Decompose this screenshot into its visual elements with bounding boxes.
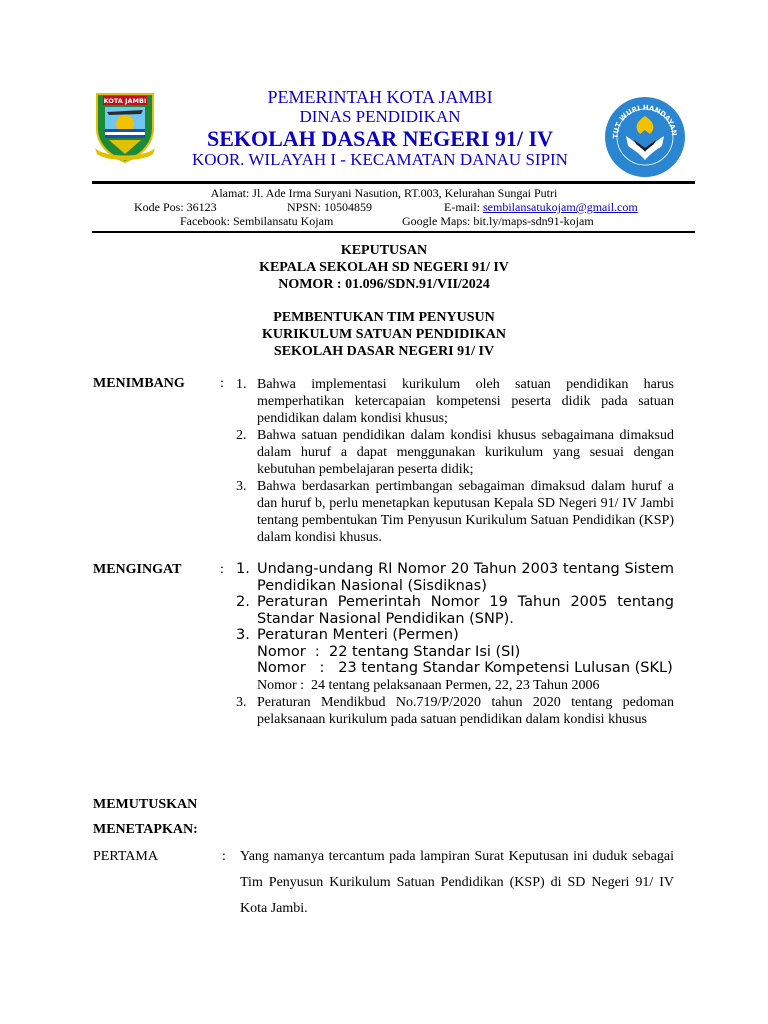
postal-code: Kode Pos: 36123 xyxy=(134,200,217,214)
letterhead-divider-top xyxy=(92,181,695,184)
facebook: Facebook: Sembilansatu Kojam xyxy=(180,214,334,228)
letterhead-government: PEMERINTAH KOTA JAMBI xyxy=(267,87,493,107)
logo-motto: TUT WURI HANDAYAN xyxy=(611,103,679,139)
doc-subject-1: PEMBENTUKAN TIM PENYUSUN xyxy=(273,310,495,325)
letterhead-school-name: SEKOLAH DASAR NEGERI 91/ IV xyxy=(207,126,553,151)
email-label: E-mail: xyxy=(444,200,483,214)
google-maps: Google Maps: bit.ly/maps-sdn91-kojam xyxy=(402,214,594,228)
nomor-23: Nomor : 23 tentang Standar Kompetensi Lulusan (SKL) xyxy=(257,660,673,676)
doc-title: KEPUTUSAN xyxy=(340,243,428,258)
list-item: 1. Undang-undang RI Nomor 20 Tahun 2003 tentang Sistem Pendidikan Nasional (Sisdiknas) xyxy=(236,561,674,594)
email-link[interactable]: sembilansatukojam@gmail.com xyxy=(483,200,638,214)
list-item: 1. Bahwa implementasi kurikulum oleh satuan pendidikan harus memperhatikan ketercapaian kompetensi peserta didik pada satuan pendidikan dalam kondisi khusus; xyxy=(236,377,674,426)
address-line: Alamat: Jl. Ade Irma Suryani Nasution, RT.003, Kelurahan Sungai Putri xyxy=(210,186,558,200)
pertama-text: Yang namanya tercantum pada lampiran Surat Keputusan ini duduk sebagai Tim Penyusun Kurikulum Satuan Pendidikan (KSP) di SD Negeri 91/ IV Kota Jambi. xyxy=(240,849,674,916)
menimbang-list xyxy=(236,376,674,546)
menimbang-label: MENIMBANG xyxy=(93,376,185,391)
list-item: 2. Peraturan Pemerintah Nomor 19 Tahun 2005 tentang Standar Nasional Pendidikan (SNP). xyxy=(236,594,674,627)
mengingat-list xyxy=(236,561,674,728)
menimbang-colon: : xyxy=(220,376,224,391)
mengingat-colon: : xyxy=(220,562,224,577)
memutuskan-heading: MEMUTUSKAN xyxy=(93,797,198,812)
list-item: 3. Bahwa berdasarkan pertimbangan sebagaiman dimaksud dalam huruf a dan huruf b, perlu menetapkan keputusan Kepala SD Negeri 91/ IV Jambi tentang pembentukan Tim Penyusun Kurikulum Satuan Pendidikan (KSP) dalam kondisi khusus. xyxy=(236,479,674,545)
email-line xyxy=(444,200,638,215)
doc-subject-2: KURIKULUM SATUAN PENDIDIKAN xyxy=(262,327,506,342)
list-item: 3. Peraturan Menteri (Permen) Nomor : 22 tentang Standar Isi (SI) Nomor : 23 tentang Standar Kompetensi Lulusan (SKL) xyxy=(236,627,673,676)
mengingat-label: MENGINGAT xyxy=(93,562,182,577)
npsn: NPSN: 10504859 xyxy=(287,200,373,214)
doc-number: NOMOR : 01.096/SDN.91/VII/2024 xyxy=(278,277,490,292)
pertama-colon: : xyxy=(222,849,226,864)
nomor-24: Nomor : 24 tentang pelaksanaan Permen, 22, 23 Tahun 2006 xyxy=(257,677,600,693)
doc-issuer: KEPALA SEKOLAH SD NEGERI 91/ IV xyxy=(259,260,509,275)
pertama-label: PERTAMA xyxy=(93,849,158,864)
logo-label: KOTA JAMBI xyxy=(103,97,147,105)
menetapkan-heading: MENETAPKAN: xyxy=(93,822,198,837)
list-item: 2. Bahwa satuan pendidikan dalam kondisi khusus sebagaimana dimaksud dalam huruf a dapat menggunakan kurikulum yang sesuai dengan kebutuhan pembelajaran peserta didik; xyxy=(236,428,674,477)
nomor-22: Nomor : 22 tentang Standar Isi (SI) xyxy=(257,643,521,660)
list-item: 3. Peraturan Mendikbud No.719/P/2020 tahun 2020 tentang pedoman pelaksanaan kurikulum pada satuan pendidikan dalam kondisi khusus xyxy=(236,694,674,727)
letterhead-divider-bottom xyxy=(92,231,695,233)
letterhead-region: KOOR. WILAYAH I - KECAMATAN DANAU SIPIN xyxy=(192,150,568,169)
letterhead-department: DINAS PENDIDIKAN xyxy=(299,107,461,126)
doc-subject-3: SEKOLAH DASAR NEGERI 91/ IV xyxy=(273,344,495,359)
